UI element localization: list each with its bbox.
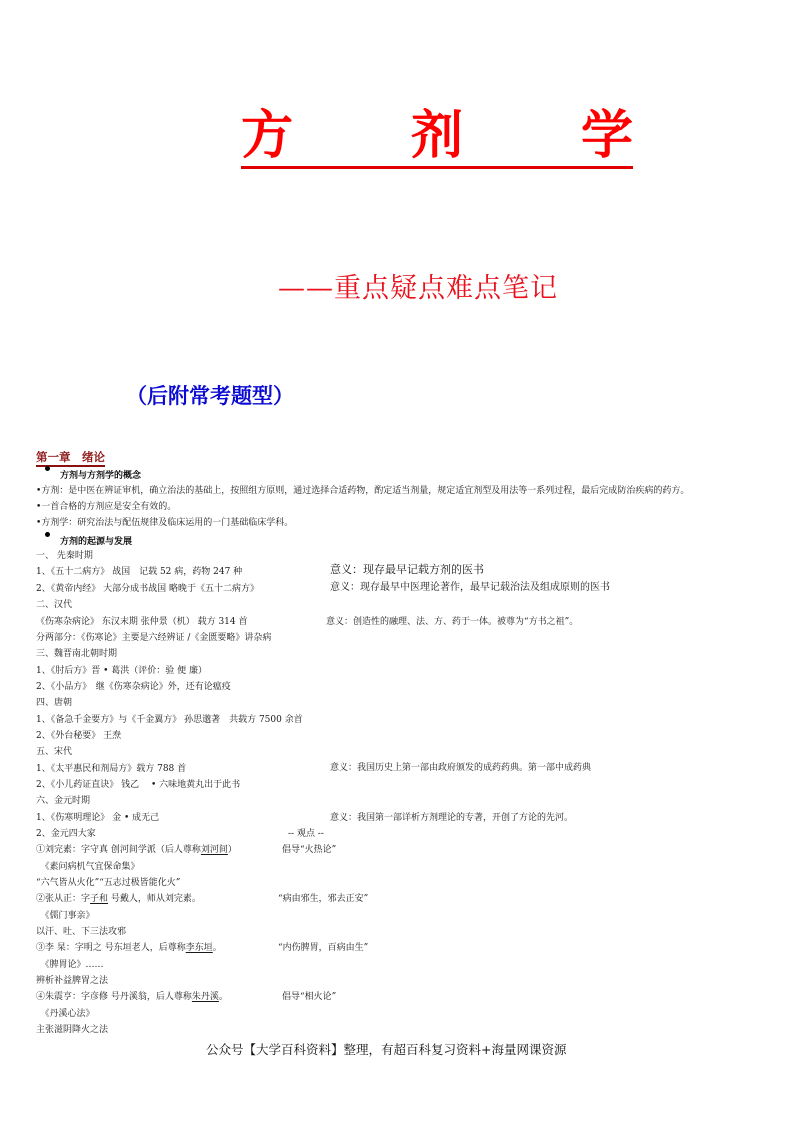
document-title bbox=[241, 100, 633, 169]
history-line: 分两部分：《伤寒论》主要是六经辨证 /《金匮要略》讲杂病 bbox=[36, 633, 272, 643]
viewpoint-header: -- 观点 -- bbox=[288, 829, 324, 839]
honorific-name: 子和 bbox=[90, 894, 109, 904]
title-char-2: 剂 bbox=[410, 106, 463, 166]
history-significance: 意义：现存最早中医理论著作，最早记载治法及组成原则的医书 bbox=[330, 582, 610, 593]
master-li: ③李 杲：字明之 号东垣老人，后尊称李东垣。 bbox=[36, 943, 222, 953]
history-line: 1、《肘后方》晋 • 葛洪（评价：验 便 廉） bbox=[36, 666, 207, 676]
master-view: “病由邪生，邪去正安” bbox=[278, 894, 369, 904]
history-significance: 意义：创造性的融理、法、方、药于一体。被尊为“方书之祖”。 bbox=[326, 617, 579, 627]
master-sub: 辨析补益脾胃之法 bbox=[36, 976, 109, 986]
chapter-heading: 第一章 绪论 bbox=[36, 451, 105, 467]
master-view: 倡导“相火论” bbox=[282, 992, 337, 1002]
bullet-icon bbox=[45, 532, 50, 537]
history-significance: 意义：我国历史上第一部由政府颁发的成药药典。第一部中成药典 bbox=[330, 763, 592, 773]
history-line: 2、《外台秘要》 王焘 bbox=[36, 731, 122, 741]
master-sub: 《脾胃论》…… bbox=[36, 960, 104, 970]
title-char-3: 学 bbox=[580, 106, 633, 166]
history-line: 三、魏晋南北朝时期 bbox=[36, 649, 118, 659]
appendix-note: （后附常考题型） bbox=[126, 384, 294, 408]
honorific-name: 刘河间 bbox=[200, 845, 228, 855]
title-char-1: 方 bbox=[241, 106, 294, 166]
history-line: 二、汉代 bbox=[36, 600, 73, 610]
master-sub: 《儒门事亲》 bbox=[36, 911, 95, 921]
history-line: 六、金元时期 bbox=[36, 796, 91, 806]
master-sub: 《素问病机气宜保命集》 bbox=[36, 862, 140, 872]
master-liu: ①刘完素：字守真 创河间学派（后人尊称刘河间） bbox=[36, 845, 237, 855]
master-view: “内伤脾胃，百病由生” bbox=[278, 943, 369, 953]
document-subtitle: ——重点疑点难点笔记 bbox=[278, 273, 558, 304]
history-line: 2、《小儿药证直诀》 钱乙 • 六味地黄丸出于此书 bbox=[36, 780, 241, 790]
honorific-name: 李东垣 bbox=[185, 943, 213, 953]
section-heading-origin: 方剂的起源与发展 bbox=[60, 537, 133, 547]
history-line: 五、宋代 bbox=[36, 747, 73, 757]
master-zhang: ②张从正：字子和 号戴人，师从刘完素。 bbox=[36, 894, 201, 904]
section-heading-concept: 方剂与方剂学的概念 bbox=[60, 471, 142, 481]
history-line: 2、《小品方》 继《伤寒杂病论》外，还有论瘟疫 bbox=[36, 682, 231, 692]
bullet-icon bbox=[45, 466, 50, 471]
history-significance: 意义：现存最早记载方剂的医书 bbox=[330, 563, 484, 576]
history-line: 1、《伤寒明理论》 金 • 成无己 bbox=[36, 813, 160, 823]
history-line: 1、《太平惠民和剂局方》载方 788 首 bbox=[36, 764, 187, 774]
master-sub: “六气皆从火化”“五志过极皆能化火” bbox=[36, 878, 181, 888]
history-line: 1、《备急千金要方》与《千金翼方》 孙思邈著 共载方 7500 余首 bbox=[36, 715, 303, 725]
history-significance: 意义：我国第一部详析方剂理论的专著，开创了方论的先河。 bbox=[330, 813, 574, 823]
history-line: 1、《五十二病方》 战国 记载 52 病，药物 247 种 bbox=[36, 567, 243, 577]
history-line: 四、唐朝 bbox=[36, 698, 73, 708]
history-line: 2、金元四大家 bbox=[36, 829, 96, 839]
page-footer: 公众号【大学百科资料】整理，有超百科复习资料+海量网课资源 bbox=[206, 1042, 567, 1057]
concept-item: •方剂学：研究治法与配伍规律及临床运用的一门基础临床学科。 bbox=[36, 518, 294, 528]
master-zhu: ④朱震亨：字彦修 号丹溪翁，后人尊称朱丹溪。 bbox=[36, 992, 228, 1002]
history-line: 《伤寒杂病论》 东汉末期 张仲景（机） 载方 314 首 bbox=[36, 617, 248, 627]
honorific-name: 朱丹溪 bbox=[191, 992, 219, 1002]
history-line: 一、 先秦时期 bbox=[36, 551, 93, 561]
master-view: 倡导“火热论” bbox=[282, 845, 337, 855]
concept-item: •方剂：是中医在辨证审机，确立治法的基础上，按照组方原则，通过选择合适药物，酌定适当剂量，规定适宜剂型及用法等一系列过程，最后完成防治疾病的药方。 bbox=[36, 486, 690, 496]
master-sub: 主张滋阴降火之法 bbox=[36, 1025, 109, 1035]
concept-item: •一首合格的方剂应是安全有效的。 bbox=[36, 502, 177, 512]
master-sub: 《丹溪心法》 bbox=[36, 1009, 95, 1019]
master-sub: 以汗、吐、下三法攻邪 bbox=[36, 927, 127, 937]
history-line: 2、《黄帝内经》 大部分成书战国 略晚于《五十二病方》 bbox=[36, 584, 259, 594]
